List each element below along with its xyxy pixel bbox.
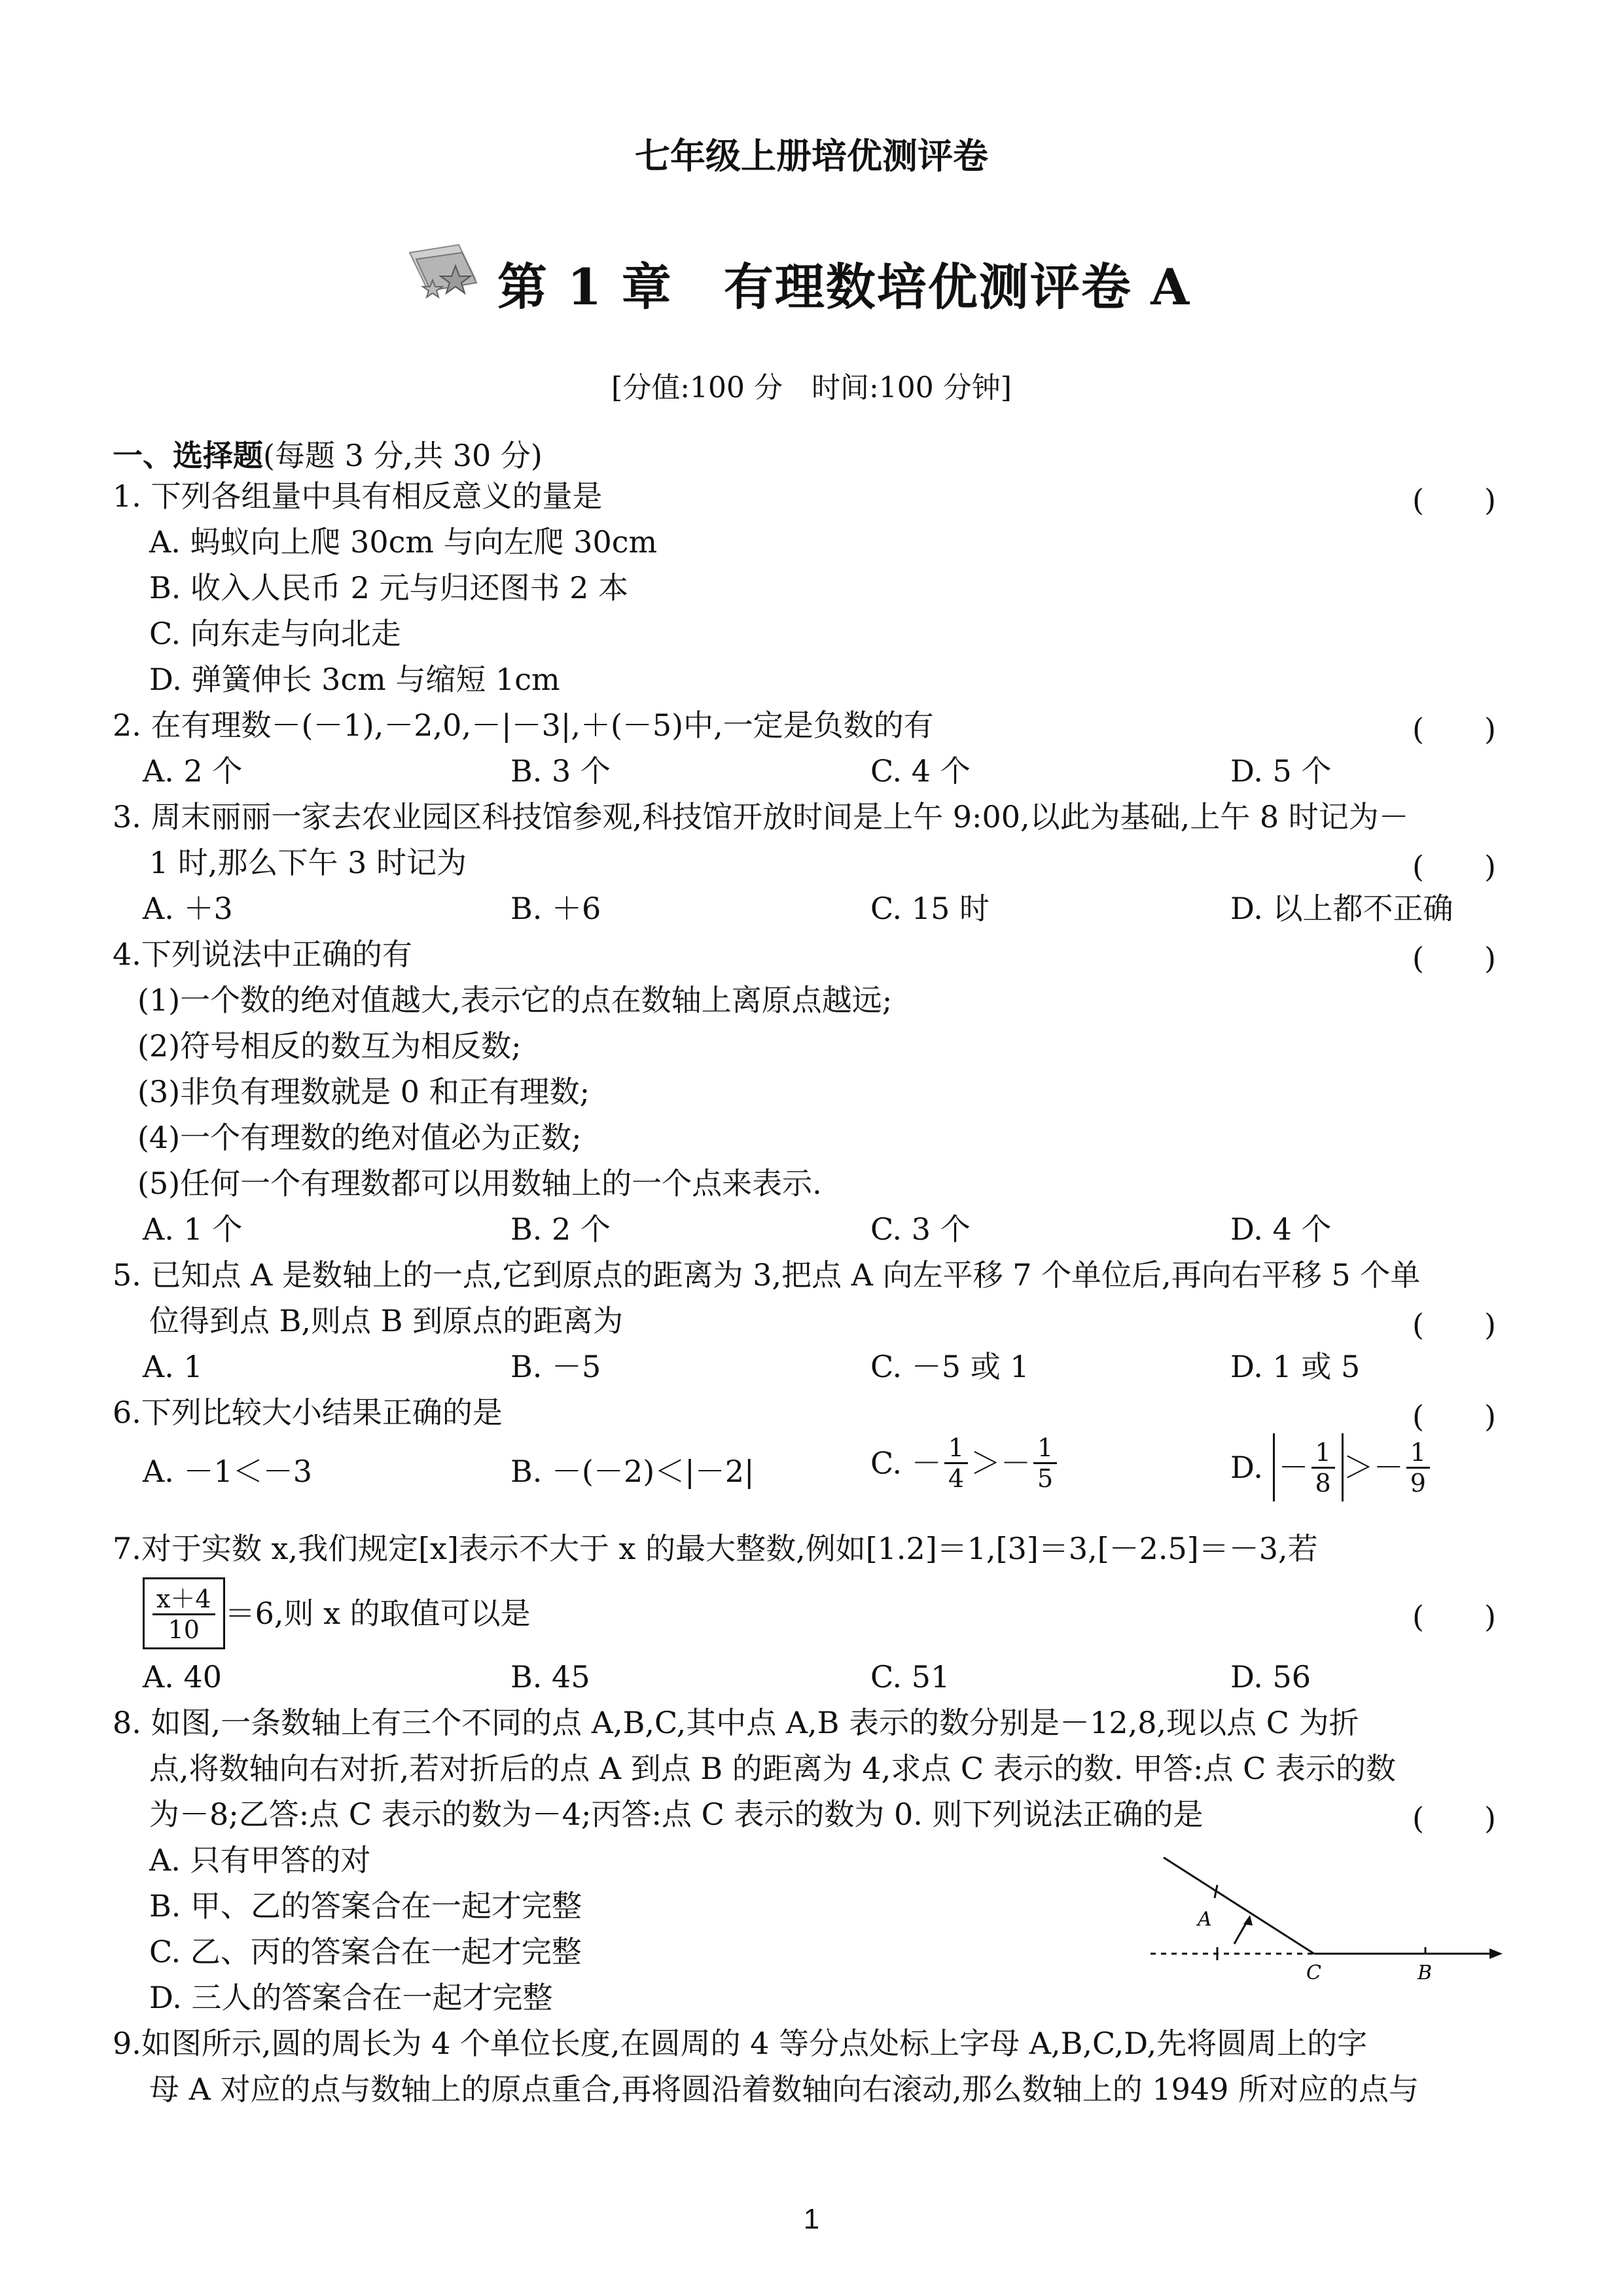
q6-d-mid: ＞－: [1343, 1450, 1404, 1485]
section-heading: [113, 432, 543, 475]
q6-answer-blank: ( ): [1412, 1399, 1496, 1434]
q2-option-b: B. 3 个: [510, 753, 611, 789]
fig-label-c: C: [1306, 1962, 1321, 1983]
q6-d-sign: －: [1278, 1450, 1309, 1485]
q6-d-num-1: 1: [1311, 1438, 1335, 1469]
q1-option-a: A. 蚂蚁向上爬 30cm 与向左爬 30cm: [149, 524, 658, 560]
q6-d-prefix: D.: [1230, 1450, 1263, 1485]
q3-stem-line1: 3. 周末丽丽一家去农业园区科技馆参观,科技馆开放时间是上午 9:00,以此为基础,上午 8 时记为－: [113, 799, 1409, 834]
q1-option-c: C. 向东走与向北走: [149, 616, 401, 651]
section-heading-note: (每题 3 分,共 30 分): [263, 438, 543, 473]
q1-answer-blank: ( ): [1412, 482, 1496, 518]
q4-option-a: A. 1 个: [143, 1211, 243, 1247]
q7-option-b: B. 45: [510, 1659, 590, 1695]
q3-option-b: B. ＋6: [510, 891, 601, 926]
q2-option-c: C. 4 个: [870, 753, 971, 789]
q7-frac-num: x＋4: [152, 1585, 215, 1615]
q6-c-mid: ＞－: [971, 1445, 1031, 1481]
q8-stem-line2: 点,将数轴向右对折,若对折后的点 A 到点 B 的距离为 4,求点 C 表示的数. 甲答:点 C 表示的数: [149, 1751, 1396, 1786]
axis-arrow-icon: [1489, 1948, 1503, 1959]
page-number: 1: [803, 2203, 820, 2235]
q8-option-d: D. 三人的答案合在一起才完整: [149, 1980, 553, 2015]
fig-label-a: A: [1198, 1908, 1212, 1931]
section-heading-title: 一、选择题: [113, 438, 263, 473]
q4-statement-4: (4)一个有理数的绝对值必为正数;: [137, 1120, 582, 1155]
q4-option-c: C. 3 个: [870, 1211, 971, 1247]
q4-option-b: B. 2 个: [510, 1211, 611, 1247]
q3-option-a: A. ＋3: [143, 891, 233, 926]
score-time-info: [分值:100 分 时间:100 分钟]: [611, 371, 1012, 404]
q8-stem-line3: 为－8;乙答:点 C 表示的数为－4;丙答:点 C 表示的数为 0. 则下列说法正确的是: [149, 1797, 1204, 1832]
q6-c-prefix: C. －: [870, 1445, 942, 1481]
document-title: 七年级上册培优测评卷: [635, 135, 988, 177]
q8-option-b: B. 甲、乙的答案合在一起才完整: [149, 1888, 582, 1924]
q8-answer-blank: ( ): [1412, 1801, 1496, 1836]
q9-stem-line1: 9.如图所示,圆的周长为 4 个单位长度,在圆周的 4 等分点处标上字母 A,B,C,D,先将圆周上的字: [113, 2026, 1368, 2061]
q3-option-c: C. 15 时: [870, 891, 990, 926]
q6-d-fraction-1: [1311, 1438, 1335, 1498]
q2-option-a: A. 2 个: [143, 753, 243, 789]
chapter-title: 第 1 章 有理数培优测评卷 A: [497, 258, 1191, 316]
q2-stem: 2. 在有理数－(－1),－2,0,－|－3|,＋(－5)中,一定是负数的有: [113, 708, 934, 743]
q3-stem-line2: 1 时,那么下午 3 时记为: [149, 845, 467, 880]
q7-stem-tail: ＝6,则 x 的取值可以是: [224, 1596, 531, 1631]
q6-c-fraction-2: [1033, 1433, 1057, 1493]
q5-option-b: B. －5: [510, 1349, 601, 1384]
q7-frac-den: 10: [168, 1615, 200, 1644]
q6-d-absolute-value: [1273, 1433, 1344, 1501]
q5-answer-blank: ( ): [1412, 1307, 1496, 1342]
q7-stem-line2: [143, 1577, 531, 1649]
q8-stem-line1: 8. 如图,一条数轴上有三个不同的点 A,B,C,其中点 A,B 表示的数分别是－12,8,现以点 C 为折: [113, 1705, 1359, 1740]
q4-answer-blank: ( ): [1412, 941, 1496, 976]
fig-label-b: B: [1418, 1962, 1433, 1983]
q2-answer-blank: ( ): [1412, 711, 1496, 747]
q2-option-d: D. 5 个: [1230, 753, 1332, 789]
q6-d-den-2: 9: [1410, 1468, 1426, 1498]
q8-option-c: C. 乙、丙的答案合在一起才完整: [149, 1934, 582, 1969]
q5-option-d: D. 1 或 5: [1230, 1349, 1361, 1384]
q6-c-fraction-1: [944, 1433, 968, 1493]
q7-option-c: C. 51: [870, 1659, 950, 1695]
q5-option-c: C. －5 或 1: [870, 1349, 1029, 1384]
q9-stem-line2: 母 A 对应的点与数轴上的原点重合,再将圆沿着数轴向右滚动,那么数轴上的 1949 所对应的点与: [149, 2072, 1419, 2107]
q6-c-num-1: 1: [944, 1433, 968, 1464]
q7-answer-blank: ( ): [1412, 1599, 1496, 1634]
q6-c-num-2: 1: [1033, 1433, 1057, 1464]
q5-stem-line2: 位得到点 B,则点 B 到原点的距离为: [149, 1303, 624, 1338]
q4-stem: 4.下列说法中正确的有: [113, 937, 412, 972]
q6-c-den-1: 4: [948, 1464, 964, 1493]
q1-option-d: D. 弹簧伸长 3cm 与缩短 1cm: [149, 662, 560, 697]
q6-c-den-2: 5: [1037, 1464, 1054, 1493]
q1-stem: 1. 下列各组量中具有相反意义的量是: [113, 478, 603, 514]
q7-floor-bracket: [143, 1577, 225, 1649]
q4-statement-1: (1)一个数的绝对值越大,表示它的点在数轴上离原点越远;: [137, 982, 893, 1018]
q8-number-line-figure: [1137, 1846, 1504, 1983]
q4-statement-5: (5)任何一个有理数都可以用数轴上的一个点来表示.: [137, 1166, 822, 1201]
q6-d-fraction-2: [1406, 1438, 1430, 1498]
q6-stem: 6.下列比较大小结果正确的是: [113, 1395, 503, 1430]
q7-fraction: [152, 1585, 215, 1644]
q5-option-a: A. 1: [143, 1349, 203, 1384]
q3-option-d: D. 以上都不正确: [1230, 891, 1454, 926]
chapter-star-icon: [397, 240, 488, 312]
q7-option-d: D. 56: [1230, 1659, 1311, 1695]
q3-answer-blank: ( ): [1412, 849, 1496, 884]
q4-option-d: D. 4 个: [1230, 1211, 1332, 1247]
q5-stem-line1: 5. 已知点 A 是数轴上的一点,它到原点的距离为 3,把点 A 向左平移 7 个单位后,再向右平移 5 个单: [113, 1257, 1421, 1293]
q4-statement-3: (3)非负有理数就是 0 和正有理数;: [137, 1074, 590, 1109]
q6-option-c: [870, 1433, 1060, 1493]
q6-option-d: [1230, 1433, 1433, 1501]
q6-option-a: A. －1＜－3: [143, 1454, 312, 1489]
fold-line-segment: [1164, 1857, 1314, 1954]
q6-d-num-2: 1: [1406, 1438, 1430, 1469]
q7-option-a: A. 40: [143, 1659, 222, 1695]
q6-d-den-1: 8: [1315, 1468, 1331, 1498]
q6-option-b: B. －(－2)＜|－2|: [510, 1454, 755, 1489]
tick-a: [1215, 1885, 1217, 1898]
q4-statement-2: (2)符号相反的数互为相反数;: [137, 1028, 522, 1064]
q8-option-a: A. 只有甲答的对: [149, 1842, 371, 1878]
q1-option-b: B. 收入人民币 2 元与归还图书 2 本: [149, 570, 629, 605]
q7-stem-line1: 7.对于实数 x,我们规定[x]表示不大于 x 的最大整数,例如[1.2]＝1,[3]＝3,[－2.5]＝－3,若: [113, 1531, 1318, 1566]
